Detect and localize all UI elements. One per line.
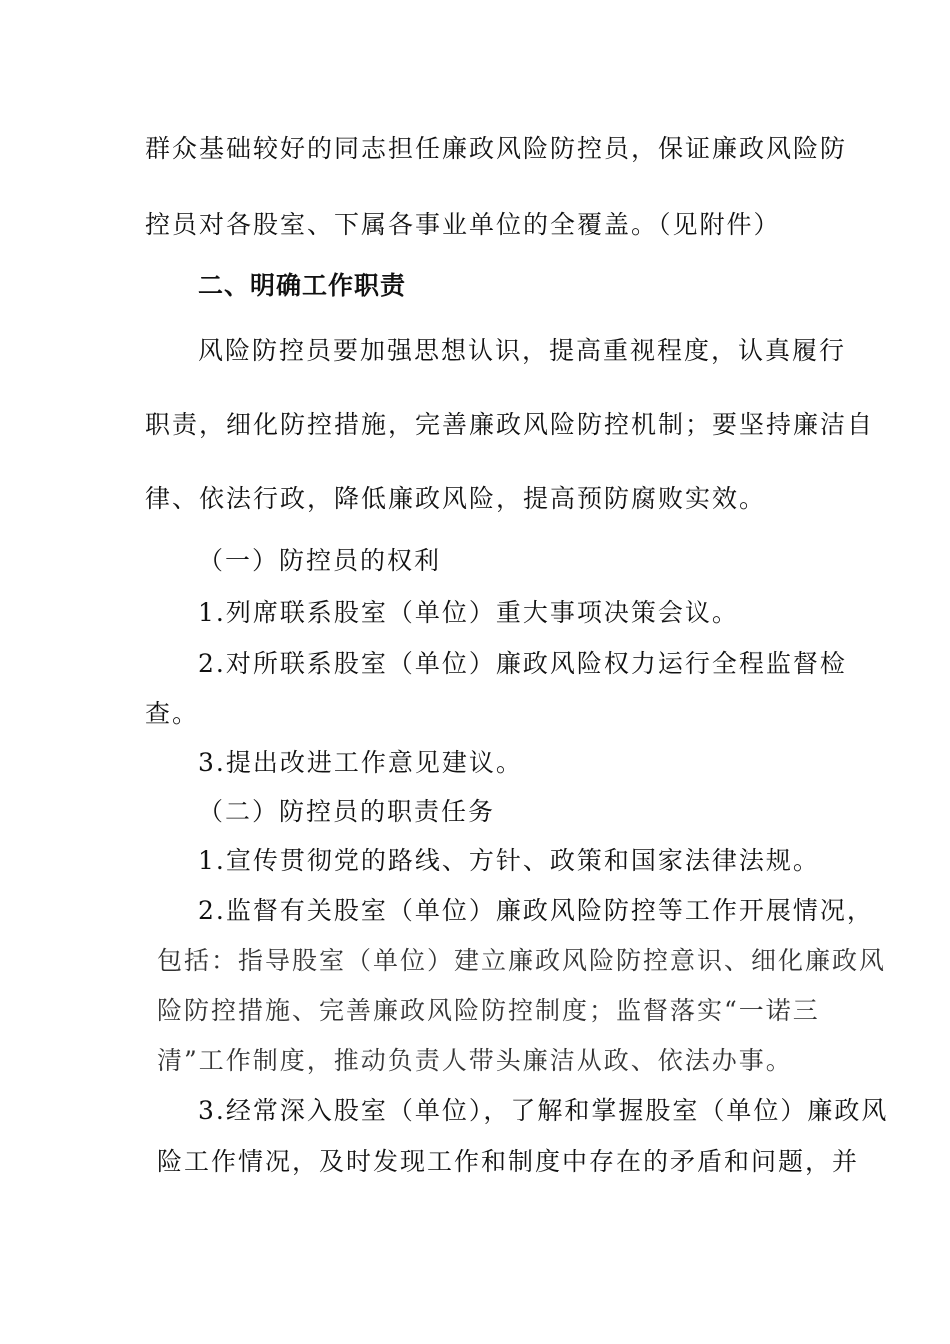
list-item: 2.监督有关股室（单位）廉政风险防控等工作开展情况， xyxy=(198,896,874,925)
list-item-continuation: 险工作情况，及时发现工作和制度中存在的矛盾和问题，并 xyxy=(157,1147,860,1176)
list-item: 3.提出改进工作意见建议。 xyxy=(198,748,523,777)
paragraph-line: 控员对各股室、下属各事业单位的全覆盖。（见附件） xyxy=(145,210,781,239)
list-item: 1.列席联系股室（单位）重大事项决策会议。 xyxy=(198,598,739,627)
subsection-heading: （一）防控员的权利 xyxy=(198,546,442,575)
paragraph-line: 群众基础较好的同志担任廉政风险防控员，保证廉政风险防 xyxy=(145,134,848,163)
list-item-continuation: 查。 xyxy=(145,699,200,728)
list-item: 1.宣传贯彻党的路线、方针、政策和国家法律法规。 xyxy=(198,846,820,875)
paragraph-line: 律、依法行政，降低廉政风险，提高预防腐败实效。 xyxy=(145,484,767,513)
subsection-heading: （二）防控员的职责任务 xyxy=(198,797,496,826)
section-heading: 二、明确工作职责 xyxy=(198,271,407,300)
list-item-continuation: 险防控措施、完善廉政风险防控制度；监督落实“一诺三 xyxy=(157,996,820,1025)
list-item: 2.对所联系股室（单位）廉政风险权力运行全程监督检 xyxy=(198,649,847,678)
list-item-continuation: 清”工作制度，推动负责人带头廉洁从政、依法办事。 xyxy=(157,1046,793,1075)
paragraph-line: 风险防控员要加强思想认识，提高重视程度，认真履行 xyxy=(198,336,847,365)
list-item: 3.经常深入股室（单位），了解和掌握股室（单位）廉政风 xyxy=(198,1096,889,1125)
paragraph-line: 职责，细化防控措施，完善廉政风险防控机制；要坚持廉洁自 xyxy=(145,410,875,439)
list-item-continuation: 包括：指导股室（单位）建立廉政风险防控意识、细化廉政风 xyxy=(157,946,887,975)
